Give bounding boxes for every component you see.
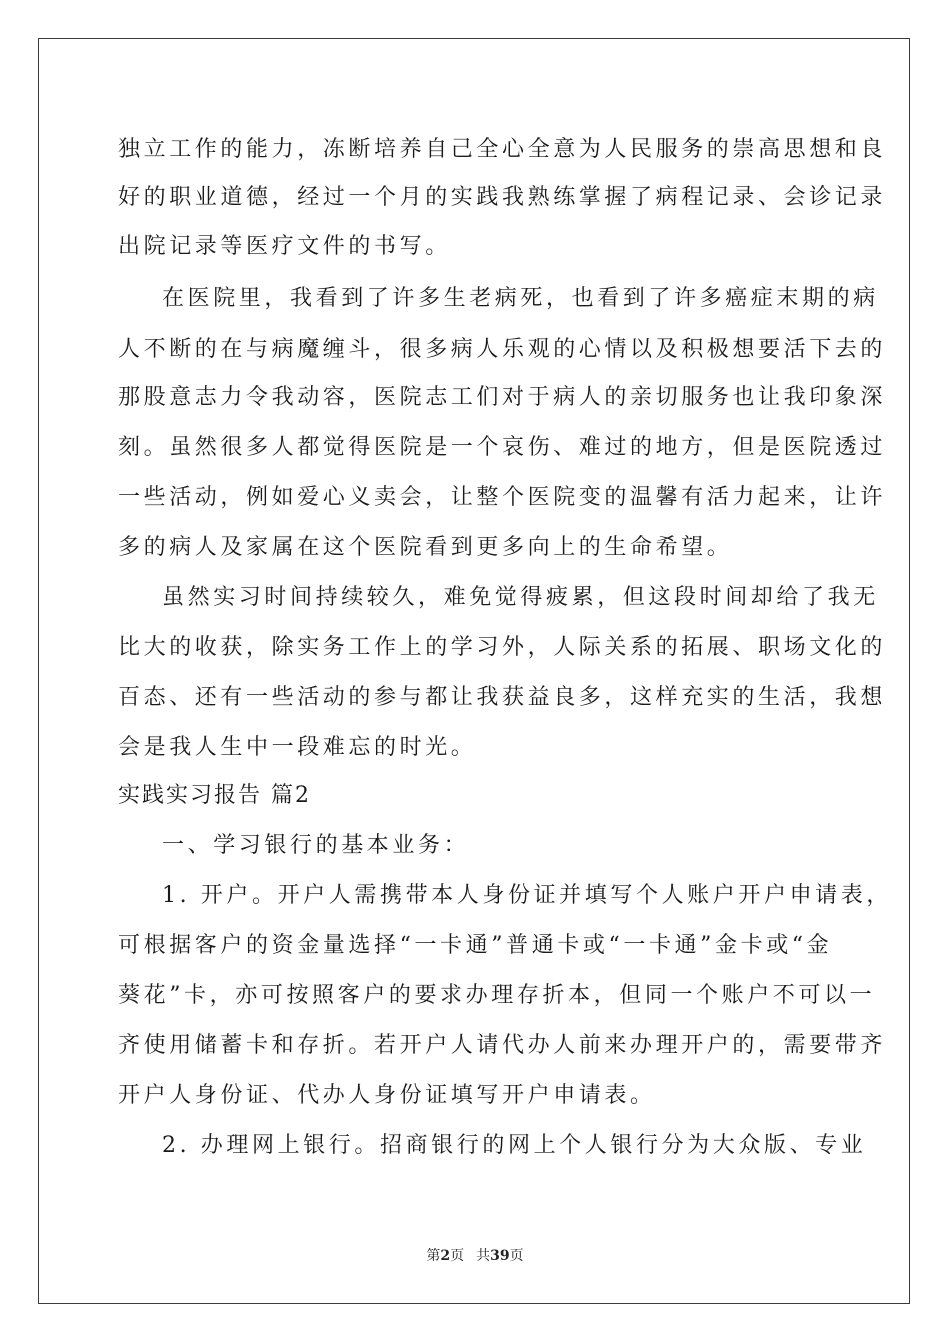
paragraph-line: 可根据客户的资金量选择“一卡通”普通卡或“一卡通”金卡或“金: [118, 933, 833, 958]
paragraph-line: 开户人身份证、代办人身份证填写开户申请表。: [118, 1083, 656, 1108]
total-pages-suffix: 页: [509, 1248, 524, 1264]
paragraph-line: 虽然实习时间持续较久，难免觉得疲累，但这段时间却给了我无: [162, 585, 879, 610]
total-pages-prefix: 共: [476, 1248, 491, 1264]
paragraph-line: 比大的收获，除实务工作上的学习外，人际关系的拓展、职场文化的: [118, 635, 887, 660]
paragraph-line: 多的病人及家属在这个医院看到更多向上的生命希望。: [118, 535, 733, 560]
paragraph-line: 葵花”卡，亦可按照客户的要求办理存折本，但同一个账户不可以一: [118, 983, 876, 1008]
paragraph-line: 齐使用储蓄卡和存折。若开户人请代办人前来办理开户的，需要带齐: [118, 1033, 887, 1058]
page-number-prefix: 第: [426, 1248, 441, 1264]
page-number-suffix: 页: [450, 1248, 465, 1264]
paragraph-line: 人不断的在与病魔缠斗，很多病人乐观的心情以及积极想要活下去的: [118, 337, 887, 362]
paragraph-line: 1. 开户。开户人需携带本人身份证并填写个人账户开户申请表，: [162, 883, 892, 908]
paragraph-line: 会是我人生中一段难忘的时光。: [118, 735, 477, 760]
section-heading: 实践实习报告 篇2: [118, 783, 311, 808]
paragraph-line: 在医院里，我看到了许多生老病死，也看到了许多癌症末期的病: [162, 286, 879, 311]
subsection-heading: 一、学习银行的基本业务：: [162, 833, 470, 858]
paragraph-line: 出院记录等医疗文件的书写。: [118, 234, 451, 259]
paragraph-line: 百态、还有一些活动的参与都让我获益良多，这样充实的生活，我想: [118, 685, 887, 710]
page-number: 2: [440, 1248, 451, 1264]
page-footer: [0, 1247, 950, 1265]
paragraph-line: 刻。虽然很多人都觉得医院是一个哀伤、难过的地方，但是医院透过: [118, 435, 887, 460]
paragraph-line: 那股意志力令我动容，医院志工们对于病人的亲切服务也让我印象深: [118, 385, 887, 410]
paragraph-line: 独立工作的能力，冻断培养自己全心全意为人民服务的崇高思想和良: [118, 137, 887, 162]
paragraph-line: 一些活动，例如爱心义卖会，让整个医院变的温馨有活力起来，让许: [118, 485, 887, 510]
total-pages: 39: [490, 1248, 510, 1264]
paragraph-line: 2. 办理网上银行。招商银行的网上个人银行分为大众版、专业: [162, 1133, 867, 1158]
page-border: [38, 38, 910, 1304]
paragraph-line: 好的职业道德，经过一个月的实践我熟练掌握了病程记录、会诊记录: [118, 185, 887, 210]
